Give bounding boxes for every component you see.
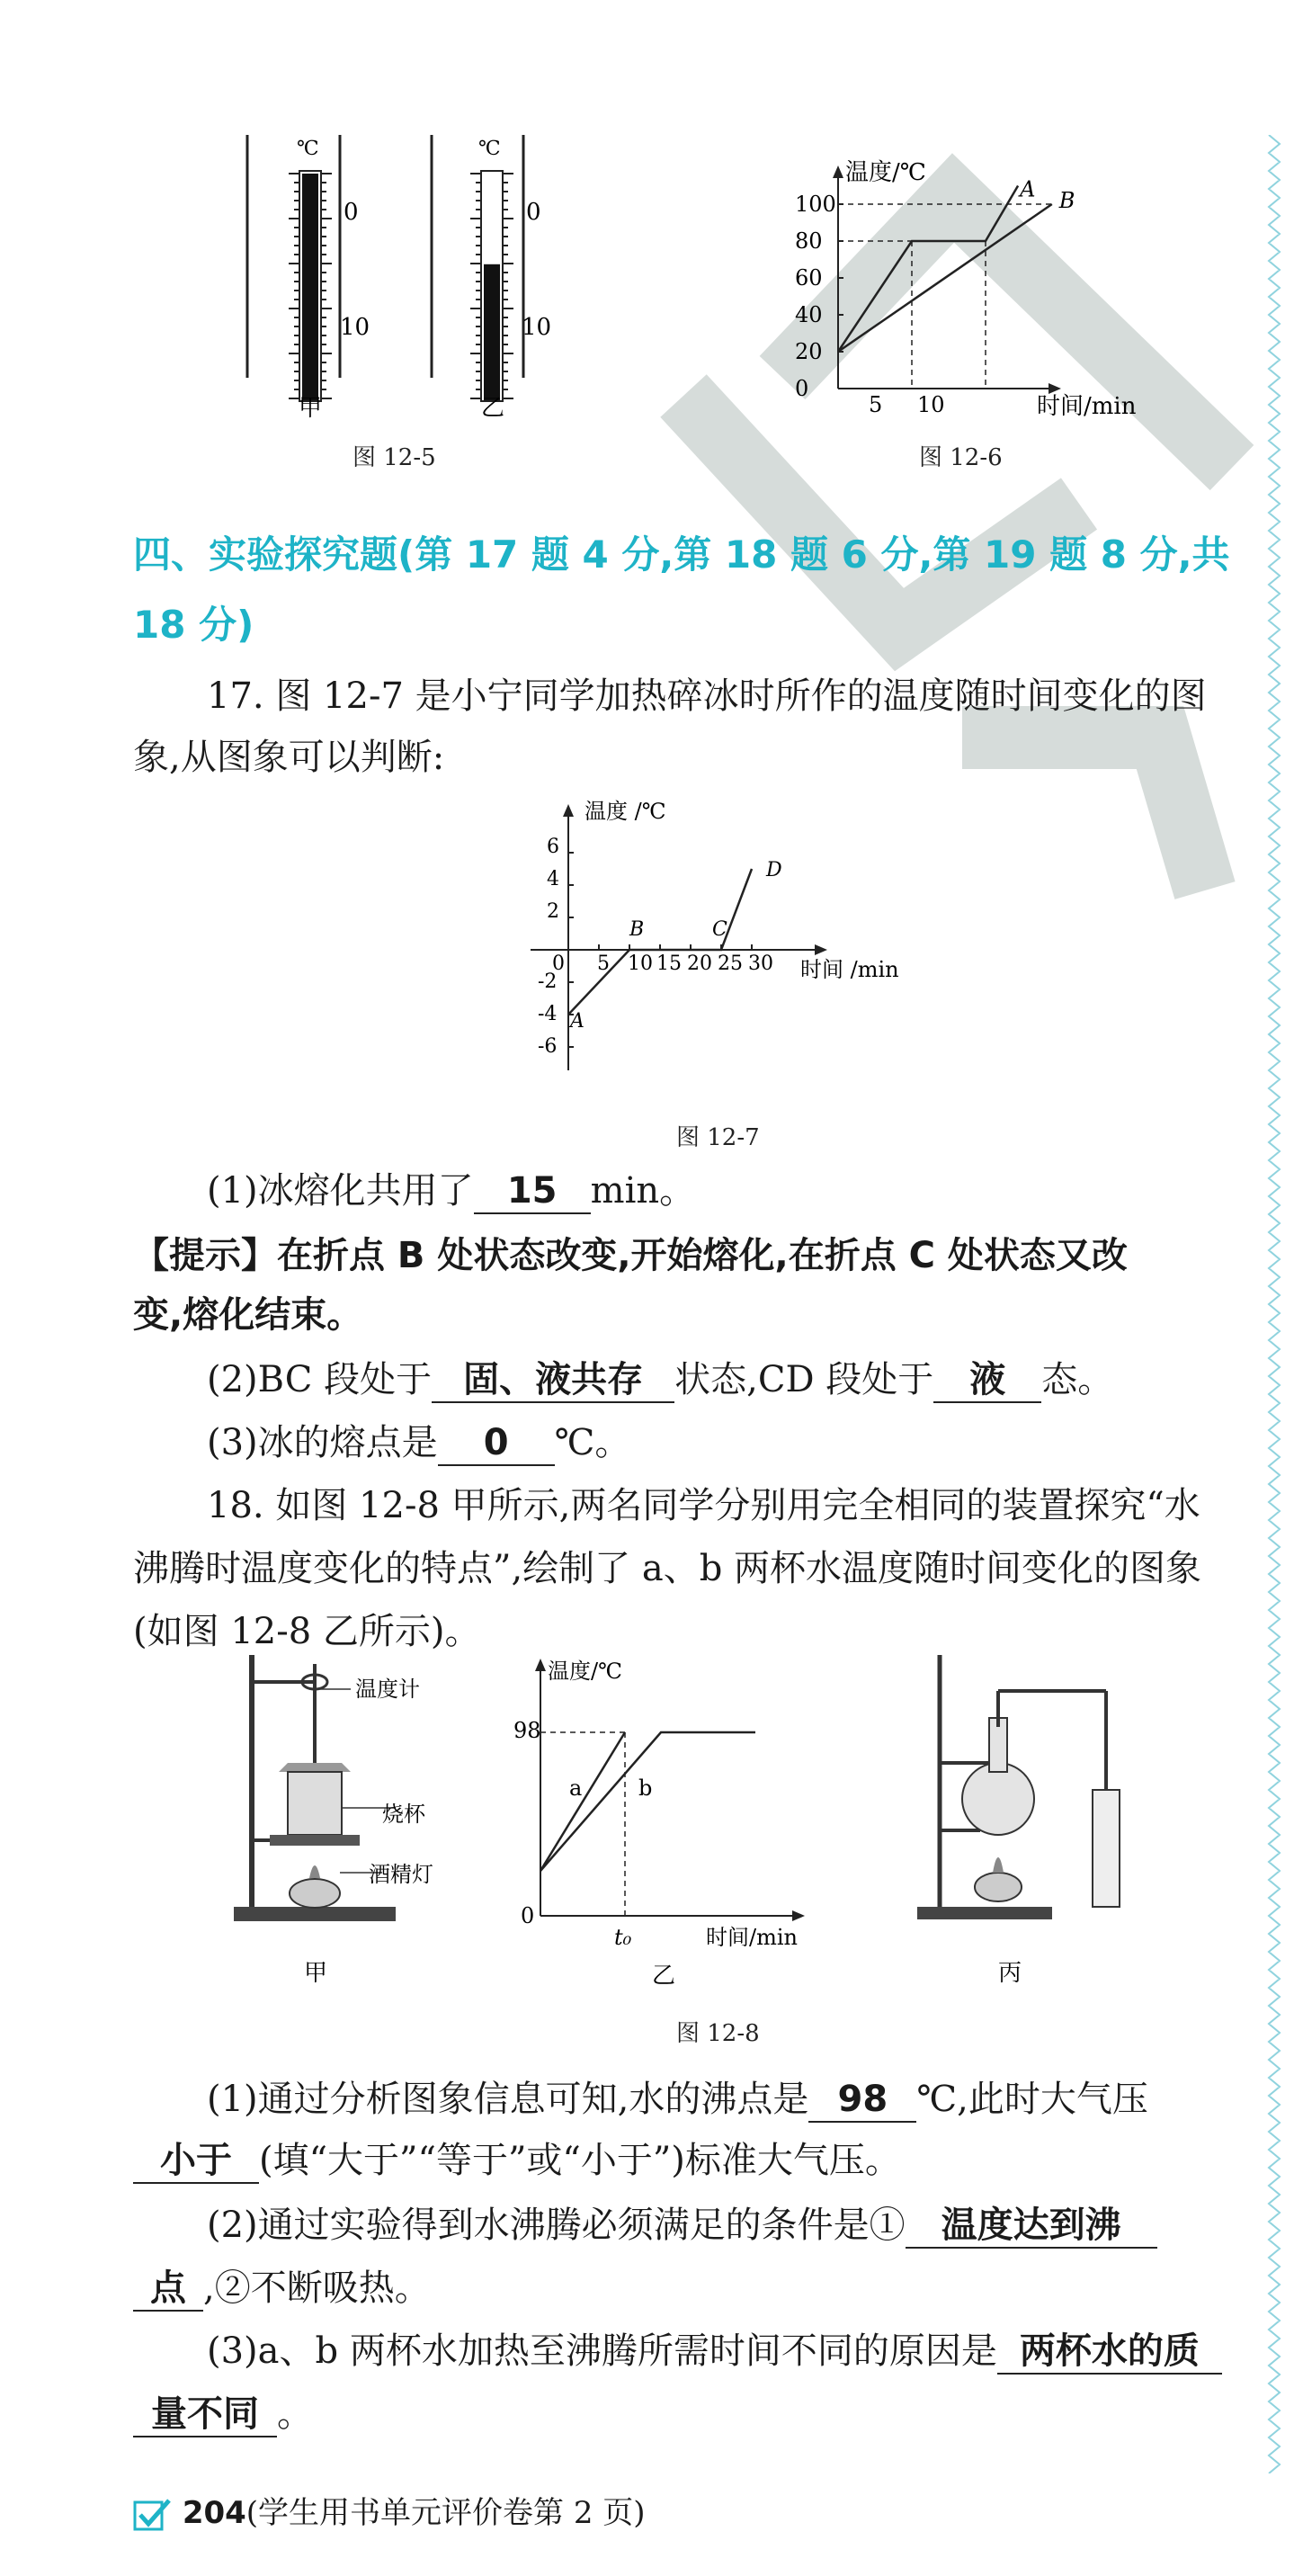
chart-12-7-series-line [568,869,752,1015]
mercury-column-yi [484,264,500,400]
figure-12-7-caption: 图 12-7 [676,1124,760,1151]
chart-12-6-series-a [838,186,1018,353]
q17-part3 [207,1412,630,1473]
thermometer-jia-unit: ℃ [297,138,319,160]
chart-12-7-ytick-m6: -6 [538,1035,558,1058]
flame [309,1865,320,1878]
bing-stand-base [917,1907,1052,1919]
q17-part2-answer1: 固、液共存 [432,1358,674,1403]
figure-12-5 [207,135,585,468]
test-tube [1093,1790,1120,1907]
chart-12-7-ytick-6: 6 [547,836,559,858]
chart-12-7-ytick-m2: -2 [538,970,558,993]
chart-12-6-ytick: 60 [795,265,823,291]
bing-flame [993,1857,1004,1873]
thermometer-jia-tick-10: 10 [340,314,370,341]
chart-12-7-xtick-25: 25 [718,953,743,975]
chart-12-8-label-a: a [569,1775,583,1801]
figure-12-8-yi-chart [499,1646,859,1997]
q18-stem-line2: 沸腾时温度变化的特点”,绘制了 a、b 两杯水温度随时间变化的图象 [133,1548,1202,1589]
q17-part1-text: (1)冰熔化共用了 [207,1170,474,1212]
q18-part1 [207,2069,1148,2130]
chart-12-6-y-arrow [833,165,843,178]
footer-text: (学生用书单元评价卷第 2 页) [245,2495,646,2531]
label-jia: 甲 [304,1960,328,1987]
q18-part3-answer-part2: 量不同 [133,2393,277,2437]
beaker [288,1772,342,1835]
chart-12-6-ylabel: 温度/℃ [845,159,926,186]
figure-12-7-chart [513,792,935,1088]
page-footer [133,2488,646,2533]
chart-12-6-series-a-label: A [1020,176,1036,202]
q17-part2-text: (2)BC 段处于 [207,1359,433,1400]
chart-12-7-ylabel: 温度 /℃ [585,799,666,824]
q17-part3-post: ℃。 [554,1422,631,1463]
mercury-column-jia [302,174,318,400]
beaker-lid [279,1763,351,1772]
chart-12-7-ytick-4: 4 [547,868,559,890]
stand-base [234,1907,396,1921]
page-edge-border [1267,135,1294,2473]
chart-12-6-series-b [838,204,1052,352]
q17-part2-answer2: 液 [933,1358,1041,1403]
chart-12-6-xlabel: 时间/min [1037,393,1137,420]
alcohol-lamp [290,1879,340,1908]
chart-12-8-label-b: b [638,1775,653,1801]
chart-12-6-ytick: 80 [795,228,823,254]
chart-12-7-y-arrow [563,804,574,817]
thermometer-jia-label: 甲 [299,395,323,422]
chart-12-8-x-arrow [792,1910,805,1921]
page-number: 204 [182,2495,246,2531]
section-heading: 四、实验探究题(第 17 题 4 分,第 18 题 6 分,第 19 题 8 分,共 18 分) [133,532,1230,647]
chart-12-8-y-arrow [535,1659,546,1671]
chart-12-7-ytick-2: 2 [547,900,559,923]
q17-part2 [207,1349,1113,1410]
q18-part3-answer-part1: 两杯水的质 [997,2330,1222,2375]
q18-part3-post: 。 [277,2393,313,2435]
chart-12-6-series-b-label: B [1058,188,1075,213]
label-beaker: 烧杯 [382,1802,425,1827]
label-yi: 乙 [652,1963,676,1990]
chart-12-8-y98: 98 [513,1718,541,1743]
figure-12-6-caption: 图 12-6 [919,444,1003,471]
q18-part1-answer2: 小于 [133,2139,259,2184]
figure-12-8-caption: 图 12-8 [676,2020,760,2047]
chart-12-7-xlabel: 时间 /min [800,957,899,982]
chart-12-7-ytick-m4: -4 [538,1003,558,1025]
chart-12-8-line-b [540,1732,755,1871]
q18-part3 [207,2321,1222,2382]
q17-hint-line1: 【提示】在折点 B 处状态改变,开始熔化,在折点 C 处状态又改 [133,1235,1128,1276]
chart-12-7-point-a: A [570,1010,585,1033]
q17-part3-text: (3)冰的熔点是 [207,1422,438,1463]
bing-lamp [975,1873,1022,1901]
chart-12-6-ytick: 0 [795,376,809,401]
q17-part3-answer: 0 [438,1421,555,1466]
q17-part2-mid: 状态,CD 段处于 [674,1359,934,1400]
chart-12-8-t0: t₀ [614,1925,632,1950]
chart-12-7-xtick-30: 30 [748,953,773,975]
label-thermometer: 温度计 [355,1677,420,1702]
q17-part1-unit: min。 [590,1170,696,1212]
thermometer-yi-tick-10: 10 [522,314,552,341]
q17-part2-post: 态。 [1041,1359,1114,1400]
thermometer-yi-tick-0: 0 [526,199,541,226]
figure-12-8-jia-apparatus [216,1637,486,1997]
thermometer-yi [432,135,551,422]
chart-12-7-x-arrow [815,944,827,955]
chart-12-8-ylabel: 温度/℃ [548,1659,622,1684]
chart-12-8-origin: 0 [521,1903,535,1928]
q17-stem-line1: 17. 图 12-7 是小宁同学加热碎冰时所作的温度随时间变化的图 [207,675,1207,717]
figure-12-8-bing-apparatus [908,1637,1169,1997]
label-bing: 丙 [998,1960,1022,1987]
chart-12-7-xtick-15: 15 [656,953,682,975]
q18-part1-text: (1)通过分析图象信息可知,水的沸点是 [207,2079,809,2120]
thermometer-jia [247,135,370,422]
figure-12-5-caption: 图 12-5 [353,444,436,471]
chart-12-6-xtick-10: 10 [917,392,945,417]
chart-12-7-xtick-20: 20 [687,953,712,975]
q17-part1 [207,1160,695,1221]
q18-part2-answer-part2: 点 [133,2267,203,2312]
thermometer-yi-label: 乙 [481,395,505,422]
chart-12-6-xtick-5: 5 [869,392,883,417]
q18-part2-text: (2)通过实验得到水沸腾必须满足的条件是① [207,2205,906,2246]
q18-part1-post: (填“大于”“等于”或“小于”)标准大气压。 [259,2140,901,2181]
figure-12-6-chart [782,153,1178,441]
q18-part2-post: ,②不断吸热。 [203,2267,431,2309]
q18-part1-answer1: 98 [808,2078,916,2123]
q18-part1-mid: ℃,此时大气压 [916,2079,1148,2120]
q18-part3-text: (3)a、b 两杯水加热至沸腾所需时间不同的原因是 [207,2330,997,2372]
thermometer-yi-unit: ℃ [478,138,501,160]
chart-12-7-point-c: C [712,918,727,941]
chart-12-8-xlabel: 时间/min [706,1925,798,1950]
q18-stem-line3: (如图 12-8 乙所示)。 [133,1611,481,1652]
chart-12-7-xtick-5: 5 [597,953,610,975]
chart-12-6-ytick: 20 [795,339,823,364]
chart-12-7-point-d: D [766,859,782,881]
chart-12-7-origin: 0 [552,953,565,975]
q17-hint-line2: 变,熔化结束。 [133,1294,363,1336]
chart-12-8-line-a [540,1732,625,1871]
q18-stem-line1: 18. 如图 12-8 甲所示,两名同学分别用完全相同的装置探究“水 [207,1485,1200,1526]
q18-part2-line2 [133,2258,431,2319]
q17-stem-line2: 象,从图象可以判断: [133,737,445,778]
q18-part1-line2 [133,2130,901,2191]
q17-part1-answer: 15 [474,1169,591,1214]
q18-part3-line2 [133,2384,313,2445]
q18-part2 [207,2195,1157,2256]
chart-12-7-point-b: B [629,918,645,941]
chart-12-6-ytick: 40 [795,302,823,327]
chart-12-6-ytick: 100 [795,192,836,217]
label-lamp: 酒精灯 [369,1862,433,1887]
q18-part2-answer-part1: 温度达到沸 [906,2204,1157,2249]
chart-12-7-xtick-10: 10 [628,953,653,975]
wire-gauze [270,1835,360,1846]
thermometer-jia-tick-0: 0 [344,199,359,226]
checkbox-icon [133,2497,173,2533]
flask [962,1763,1034,1835]
